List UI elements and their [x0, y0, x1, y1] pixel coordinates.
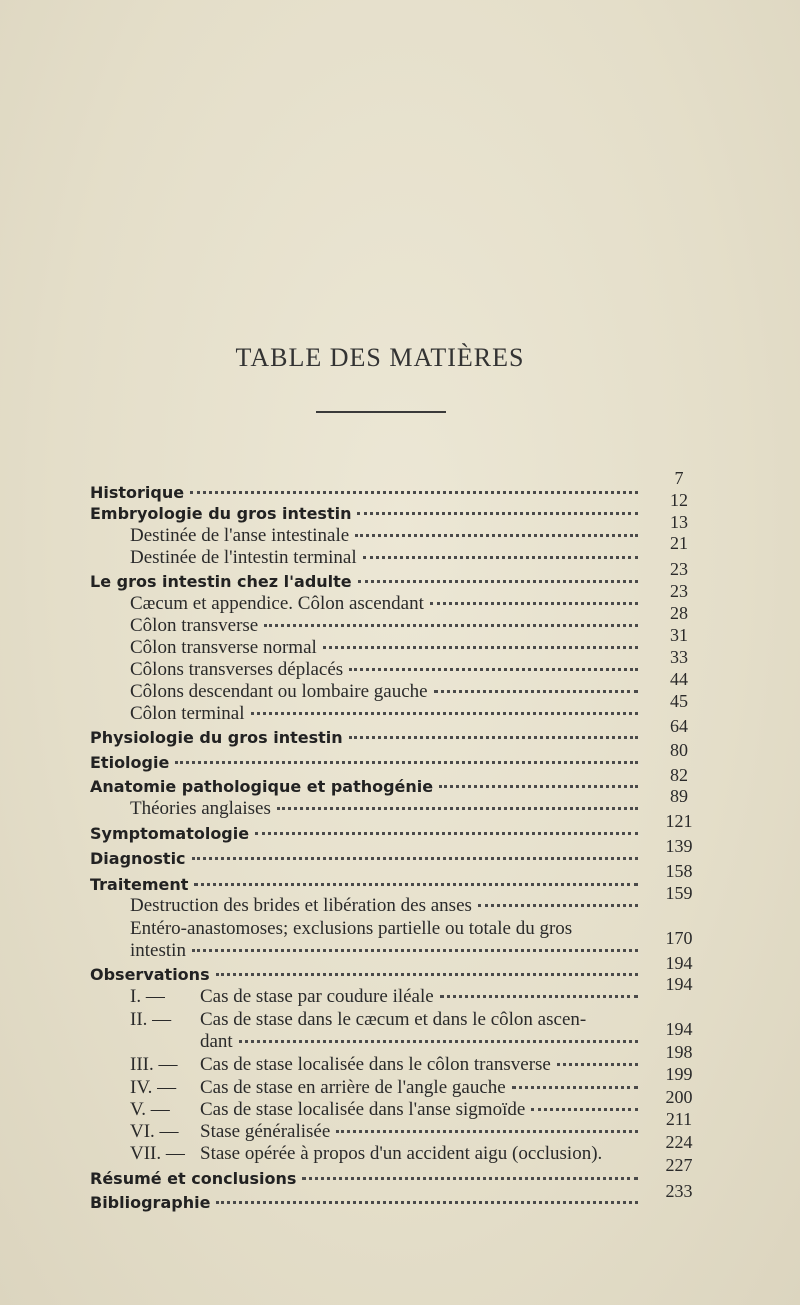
toc-page-number: 80 — [670, 740, 688, 760]
dot-leader — [190, 491, 638, 494]
toc-page-number: 121 — [665, 811, 693, 831]
toc-entry-obs-2[interactable] — [130, 1009, 586, 1031]
dot-leader — [434, 690, 638, 693]
roman-numeral: IV. — — [130, 1077, 177, 1098]
toc-entry-label: Stase généralisée — [200, 1121, 331, 1142]
toc-entry-obs-4[interactable] — [130, 1077, 638, 1099]
dot-leader — [336, 1130, 638, 1133]
roman-numeral: VI. — — [130, 1121, 179, 1142]
page-title: TABLE DES MATIÈRES — [235, 343, 525, 372]
obs-entry-text — [130, 1054, 551, 1076]
toc-entry-destruction-brides[interactable] — [130, 895, 638, 917]
toc-page-number: 139 — [665, 836, 693, 856]
toc-entry-label: Bibliographie — [90, 1193, 211, 1212]
toc-page-number: 158 — [665, 861, 693, 881]
toc-page-number: 44 — [670, 669, 688, 689]
roman-numeral: II. — — [130, 1009, 172, 1030]
toc-entry-colon-descendant[interactable] — [130, 681, 638, 703]
dot-leader — [302, 1177, 638, 1180]
toc-entry-label: intestin — [130, 940, 186, 961]
toc-entry-colons-deplaces[interactable] — [130, 659, 638, 681]
toc-page-number: 33 — [670, 647, 688, 667]
roman-numeral: III. — — [130, 1054, 178, 1075]
roman-numeral: I. — — [130, 986, 165, 1007]
dot-leader — [349, 668, 638, 671]
toc-entry-continuation[interactable] — [130, 940, 638, 962]
toc-entry-label: Côlon terminal — [130, 703, 245, 724]
toc-page-number: 211 — [665, 1109, 693, 1129]
toc-page-number: 200 — [665, 1087, 693, 1107]
toc-entry-colon-transverse-normal[interactable] — [130, 637, 638, 659]
obs-entry-text — [130, 1121, 330, 1143]
toc-page-number: 194 — [665, 953, 693, 973]
toc-page-number: 23 — [670, 559, 688, 579]
toc-entry-colon-transverse[interactable] — [130, 615, 638, 637]
toc-page-number: 233 — [665, 1181, 693, 1201]
toc-entry-label: Stase opérée à propos d'un accident aigu (occlusion). — [200, 1143, 603, 1164]
dot-leader — [175, 761, 638, 764]
dot-leader — [363, 556, 638, 559]
dot-leader — [192, 949, 638, 952]
dot-leader — [557, 1063, 638, 1066]
toc-entry-label: Côlon transverse normal — [130, 637, 317, 658]
dot-leader — [430, 602, 638, 605]
toc-entry-traitement[interactable] — [90, 874, 638, 896]
toc-entry-label: Résumé et conclusions — [90, 1169, 297, 1188]
toc-entry-label: Destruction des brides et libération des anses — [130, 895, 472, 916]
obs-entry-text — [130, 1077, 506, 1099]
toc-entry-label: Embryologie du gros intestin — [90, 504, 352, 523]
toc-page-number: 28 — [670, 603, 688, 623]
toc-page-number: 12 — [670, 490, 688, 510]
dot-leader — [216, 973, 638, 976]
toc-page-number: 13 — [670, 512, 688, 532]
dot-leader — [264, 624, 638, 627]
toc-entry-anatomie-pathologique[interactable] — [90, 776, 638, 798]
toc-entry-label: Côlon transverse — [130, 615, 259, 636]
toc-entry-caecum[interactable] — [130, 593, 638, 615]
toc-entry-label: Cæcum et appendice. Côlon ascendant — [130, 593, 424, 614]
toc-entry-obs-5[interactable] — [130, 1099, 638, 1121]
toc-page-number: 199 — [665, 1064, 693, 1084]
toc-page-number: 31 — [670, 625, 688, 645]
dot-leader — [192, 857, 638, 860]
obs-entry-text — [130, 986, 434, 1008]
toc-entry-label: Physiologie du gros intestin — [90, 728, 343, 747]
dot-leader — [323, 646, 638, 649]
toc-entry-label: Cas de stase en arrière de l'angle gauche — [200, 1077, 506, 1098]
obs-entry-text — [130, 1099, 525, 1121]
toc-entry-etiologie[interactable] — [90, 752, 638, 774]
toc-page-number: 64 — [670, 716, 688, 736]
toc-entry-theories-anglaises[interactable] — [130, 798, 638, 820]
toc-entry-historique[interactable] — [90, 482, 638, 504]
toc-entry-label: Etiologie — [90, 753, 170, 772]
toc-entry-symptomatologie[interactable] — [90, 823, 638, 845]
toc-page-number: 82 — [670, 765, 688, 785]
toc-entry-resume[interactable] — [90, 1168, 638, 1190]
toc-page-number: 89 — [670, 786, 688, 806]
dot-leader — [478, 904, 638, 907]
roman-numeral: VII. — — [130, 1143, 185, 1164]
dot-leader — [194, 883, 638, 886]
toc-entry-label: Historique — [90, 483, 185, 502]
toc-entry-obs-7[interactable] — [130, 1143, 602, 1165]
dot-leader — [251, 712, 638, 715]
toc-page-number: 227 — [665, 1155, 693, 1175]
toc-entry-continuation[interactable] — [200, 1031, 638, 1053]
toc-entry-label: Le gros intestin chez l'adulte — [90, 572, 352, 591]
toc-page-number: 194 — [665, 974, 693, 994]
toc-entry-label: Observations — [90, 965, 210, 984]
dot-leader — [439, 785, 638, 788]
toc-entry-label: Traitement — [90, 875, 189, 894]
toc-entry-embryologie[interactable] — [90, 503, 638, 525]
dot-leader — [239, 1040, 638, 1043]
toc-page-number: 224 — [665, 1132, 693, 1152]
dot-leader — [277, 807, 638, 810]
toc-entry-entero-anastomoses[interactable]: Entéro-anastomoses; exclusions partielle ou totale du gros — [130, 918, 573, 939]
dot-leader — [531, 1108, 638, 1111]
dot-leader — [216, 1201, 638, 1204]
toc-entry-label: Anatomie pathologique et pathogénie — [90, 777, 434, 796]
dot-leader — [440, 995, 638, 998]
toc-entry-colon-terminal[interactable] — [130, 703, 638, 725]
toc-entry-label: Théories anglaises — [130, 798, 271, 819]
dot-leader — [512, 1086, 638, 1089]
toc-entry-physiologie[interactable] — [90, 727, 638, 749]
toc-entry-intestin-terminal[interactable] — [130, 547, 638, 569]
toc-entry-observations[interactable] — [90, 964, 638, 986]
toc-entry-label: Cas de stase dans le cæcum et dans le côlon ascen- — [200, 1009, 587, 1030]
toc-entry-obs-6[interactable] — [130, 1121, 638, 1143]
toc-entry-label: dant — [200, 1031, 233, 1052]
toc-entry-label: Côlons transverses déplacés — [130, 659, 344, 680]
toc-entry-label: Cas de stase par coudure iléale — [200, 986, 434, 1007]
toc-entry-obs-3[interactable] — [130, 1054, 638, 1076]
toc-entry-label: Cas de stase localisée dans le côlon transverse — [200, 1054, 551, 1075]
toc-page-number: 170 — [665, 928, 693, 948]
toc-entry-label: Destinée de l'intestin terminal — [130, 547, 357, 568]
toc-entry-gros-intestin-adulte[interactable] — [90, 571, 638, 593]
toc-entry-label: Destinée de l'anse intestinale — [130, 525, 350, 546]
toc-page-number: 198 — [665, 1042, 693, 1062]
dot-leader — [255, 832, 638, 835]
toc-entry-anse-intestinale[interactable] — [130, 525, 638, 547]
toc-entry-label: Symptomatologie — [90, 824, 250, 843]
toc-page-number: 7 — [674, 468, 684, 488]
toc-page-number: 159 — [665, 883, 693, 903]
toc-page-number: 194 — [665, 1019, 693, 1039]
toc-entry-label: Diagnostic — [90, 849, 186, 868]
toc-entry-bibliographie[interactable] — [90, 1192, 638, 1214]
dot-leader — [355, 534, 638, 537]
toc-page-number: 21 — [670, 533, 688, 553]
dot-leader — [358, 580, 638, 583]
toc-page-number: 23 — [670, 581, 688, 601]
toc-entry-label: Côlons descendant ou lombaire gauche — [130, 681, 428, 702]
toc-entry-diagnostic[interactable] — [90, 848, 638, 870]
toc-entry-label: Cas de stase localisée dans l'anse sigmoïde — [200, 1099, 526, 1120]
toc-page-number: 45 — [670, 691, 688, 711]
dot-leader — [357, 512, 638, 515]
dot-leader — [349, 736, 638, 739]
roman-numeral: V. — — [130, 1099, 170, 1120]
toc-entry-obs-1[interactable] — [130, 986, 638, 1008]
